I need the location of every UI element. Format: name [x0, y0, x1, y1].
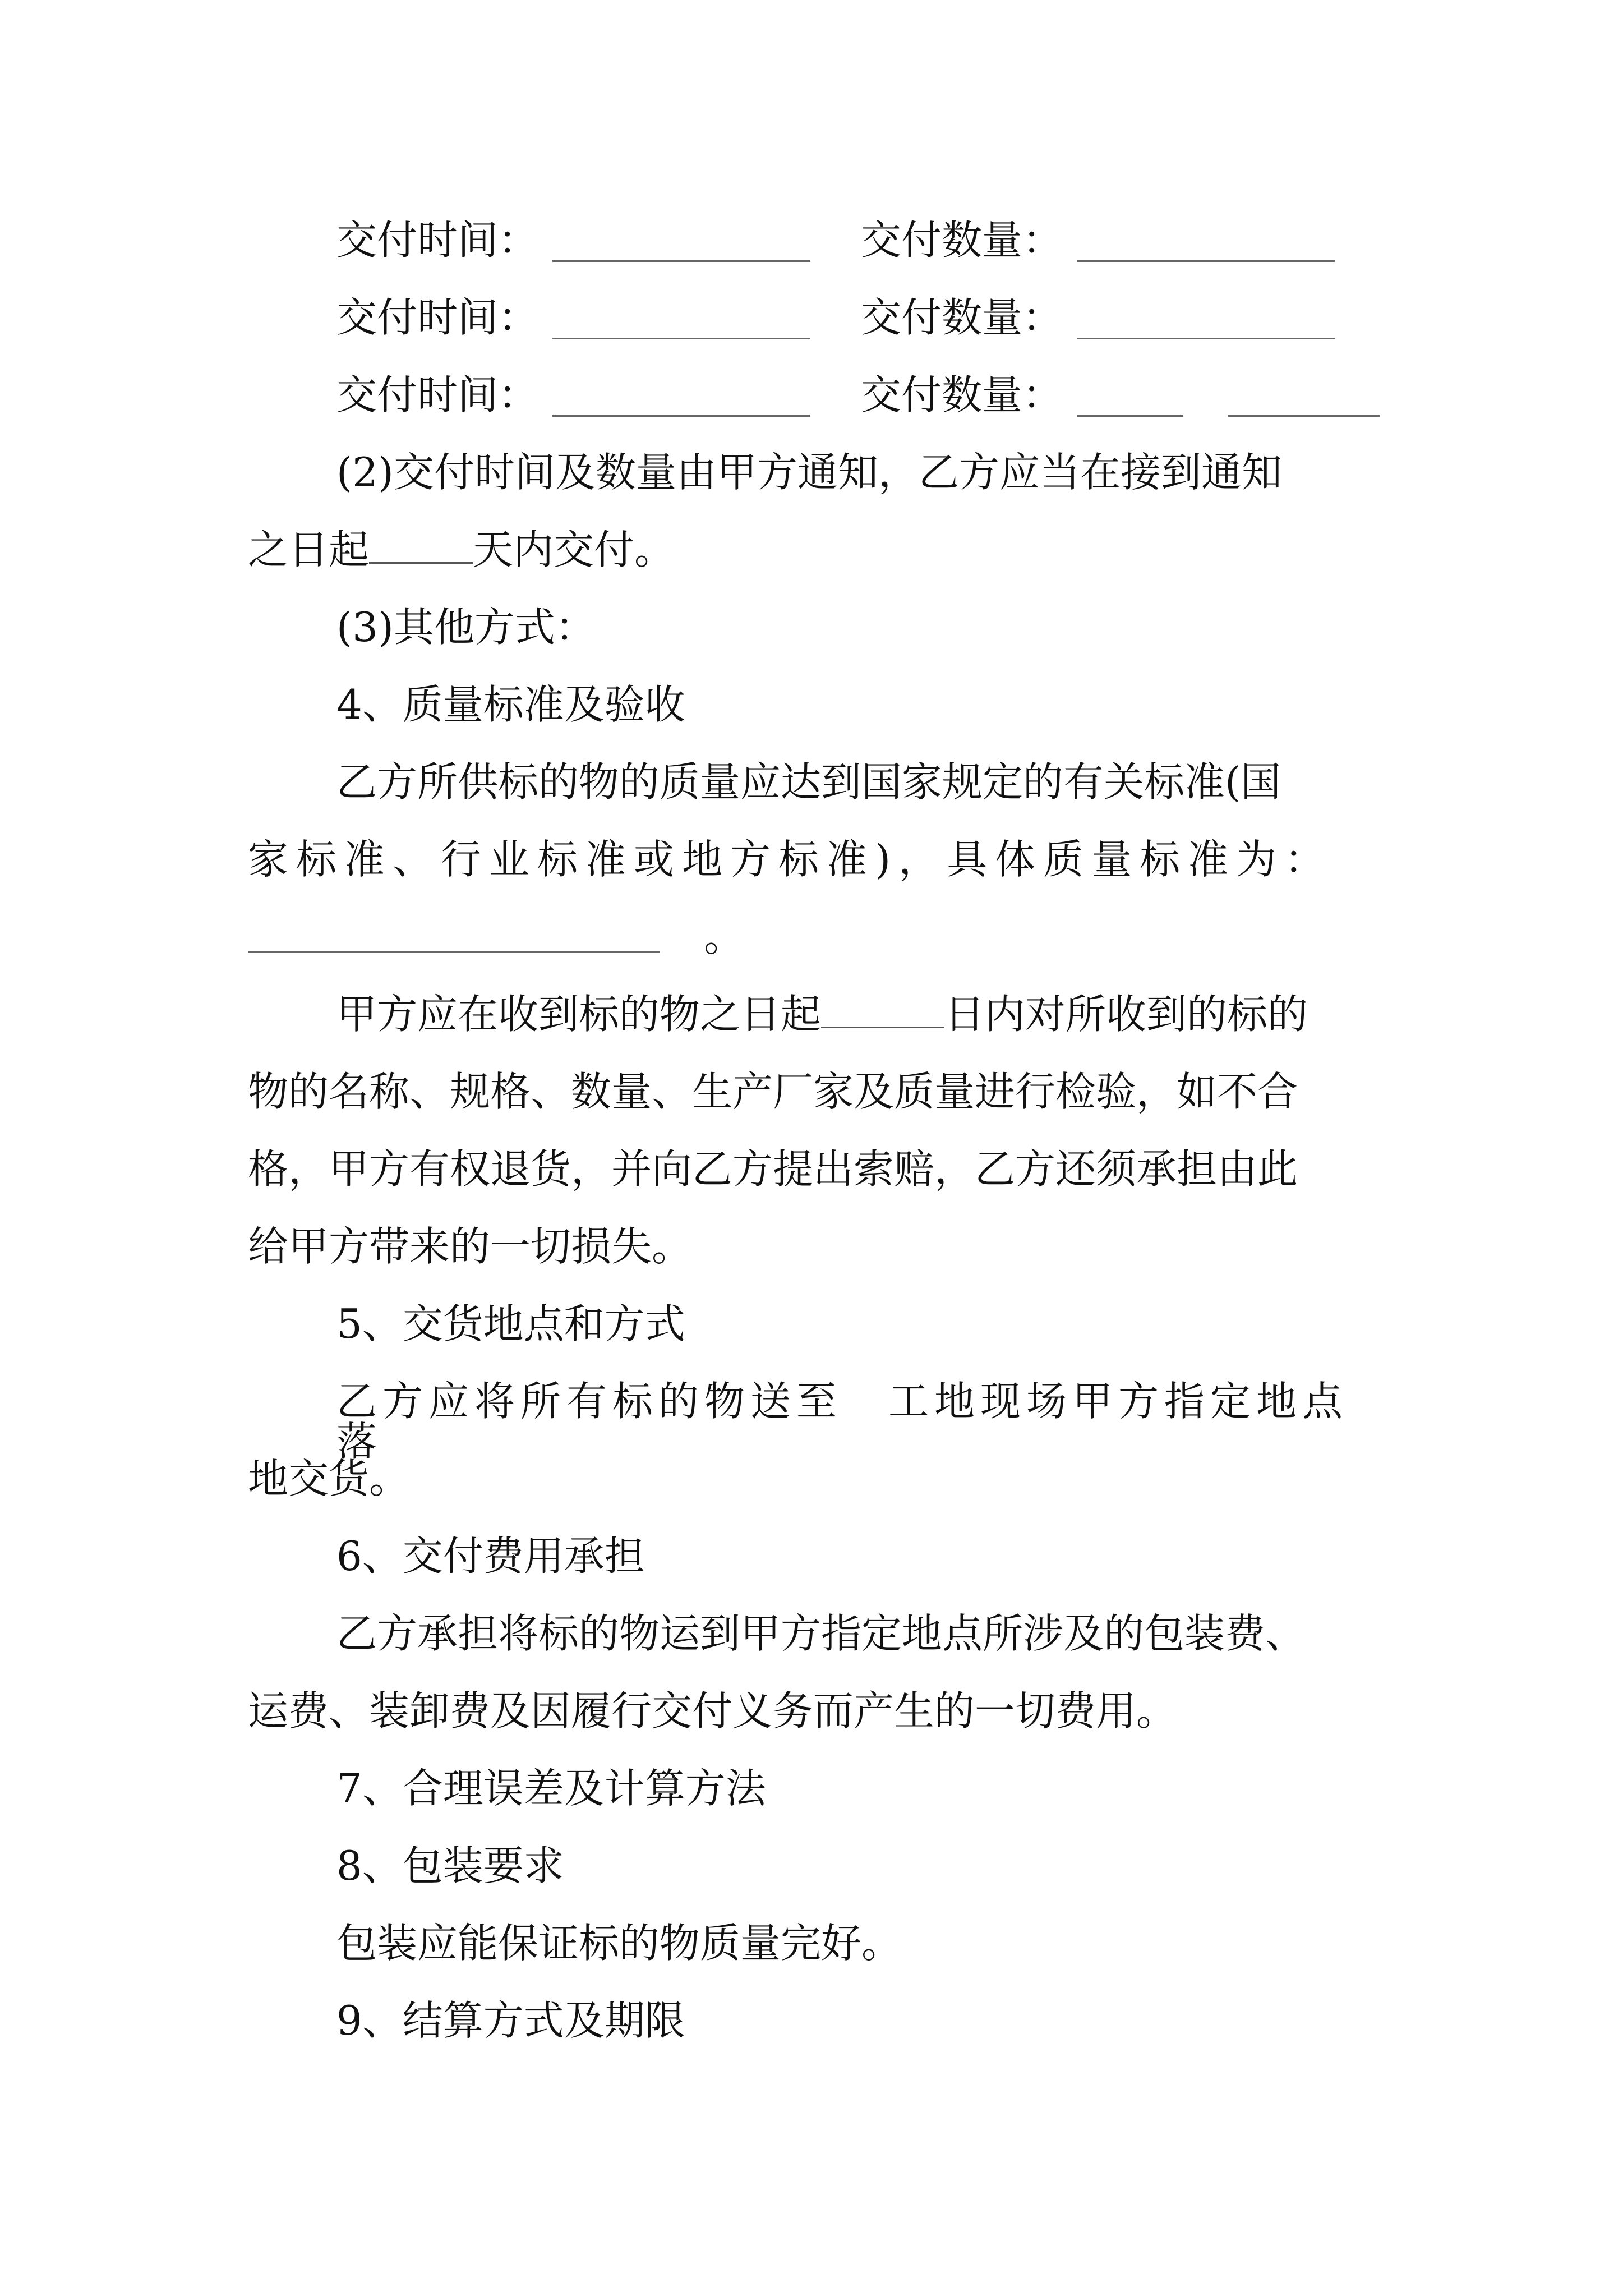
paragraph-2-prefix: 之日起: [248, 526, 370, 573]
quality-standard-period: 。: [704, 913, 745, 960]
section-4-text-1: 乙方所供标的物的质量应达到国家规定的有关标准(国: [336, 758, 1281, 806]
delivery-time-blank-2: [552, 338, 810, 339]
inspection-days-blank: [821, 1024, 944, 1028]
section-6-heading: 6、交付费用承担: [336, 1533, 645, 1580]
delivery-time-label-2: 交付时间：: [336, 294, 539, 341]
section-5-heading: 5、交货地点和方式: [336, 1300, 685, 1347]
section-9-heading: 9、结算方式及期限: [336, 1997, 685, 2044]
inspection-line-1: [336, 991, 1308, 1038]
inspection-suffix: 日内对所收到的标的: [944, 991, 1308, 1038]
section-5-line-2: 地交货。: [248, 1455, 410, 1502]
section-6-line-2: 运费、装卸费及因履行交付义务而产生的一切费用。: [248, 1687, 1177, 1734]
delivery-qty-blank-1: [1077, 260, 1335, 262]
paragraph-2-suffix: 天内交付。: [473, 526, 675, 573]
section-4-line-2: [248, 836, 1375, 883]
delivery-qty-label-2: 交付数量：: [861, 294, 1063, 341]
paragraph-2-text: (2)交付时间及数量由甲方通知，乙方应当在接到通知: [336, 449, 1282, 496]
paragraph-2-line-2: [248, 526, 675, 573]
section-4-line-1: [336, 758, 1375, 806]
section-8-line-1: 包装应能保证标的物质量完好。: [336, 1920, 902, 1967]
delivery-qty-label-3: 交付数量：: [861, 371, 1063, 418]
delivery-qty-blank-3b: [1228, 415, 1380, 417]
inspection-line-3: [248, 1145, 1375, 1193]
section-5-line-1: [336, 1378, 1375, 1465]
delivery-time-blank-3: [552, 415, 810, 417]
quality-standard-blank: [248, 951, 660, 953]
section-6-line-1: 乙方承担将标的物运到甲方指定地点所涉及的包装费、: [336, 1610, 1306, 1657]
section-5-text-1: 乙方应将所有标的物送至 工地现场甲方指定地点落: [336, 1378, 1349, 1465]
section-8-heading: 8、包装要求: [336, 1842, 564, 1889]
inspection-text-2: 物的名称、规格、数量、生产厂家及质量进行检验，如不合: [248, 1068, 1298, 1115]
delivery-qty-blank-2: [1077, 338, 1335, 339]
days-blank: [369, 560, 473, 564]
section-4-heading: 4、质量标准及验收: [336, 681, 685, 728]
delivery-qty-blank-3a: [1077, 415, 1183, 417]
section-4-text-2: 家标准、行业标准或地方标准)，具体质量标准为：: [248, 836, 1333, 883]
inspection-prefix: 甲方应在收到标的物之日起: [336, 991, 822, 1038]
paragraph-2-line-1: [336, 449, 1375, 496]
inspection-line-2: [248, 1068, 1375, 1115]
paragraph-3: (3)其他方式：: [336, 604, 596, 651]
delivery-time-label-3: 交付时间：: [336, 371, 539, 418]
section-7-heading: 7、合理误差及计算方法: [336, 1765, 766, 1812]
inspection-text-3: 格，甲方有权退货，并向乙方提出索赔，乙方还须承担由此: [248, 1145, 1298, 1193]
delivery-time-blank-1: [552, 260, 810, 262]
inspection-line-4: 给甲方带来的一切损失。: [248, 1223, 693, 1270]
delivery-time-label-1: 交付时间：: [336, 217, 539, 264]
delivery-qty-label-1: 交付数量：: [861, 217, 1063, 264]
